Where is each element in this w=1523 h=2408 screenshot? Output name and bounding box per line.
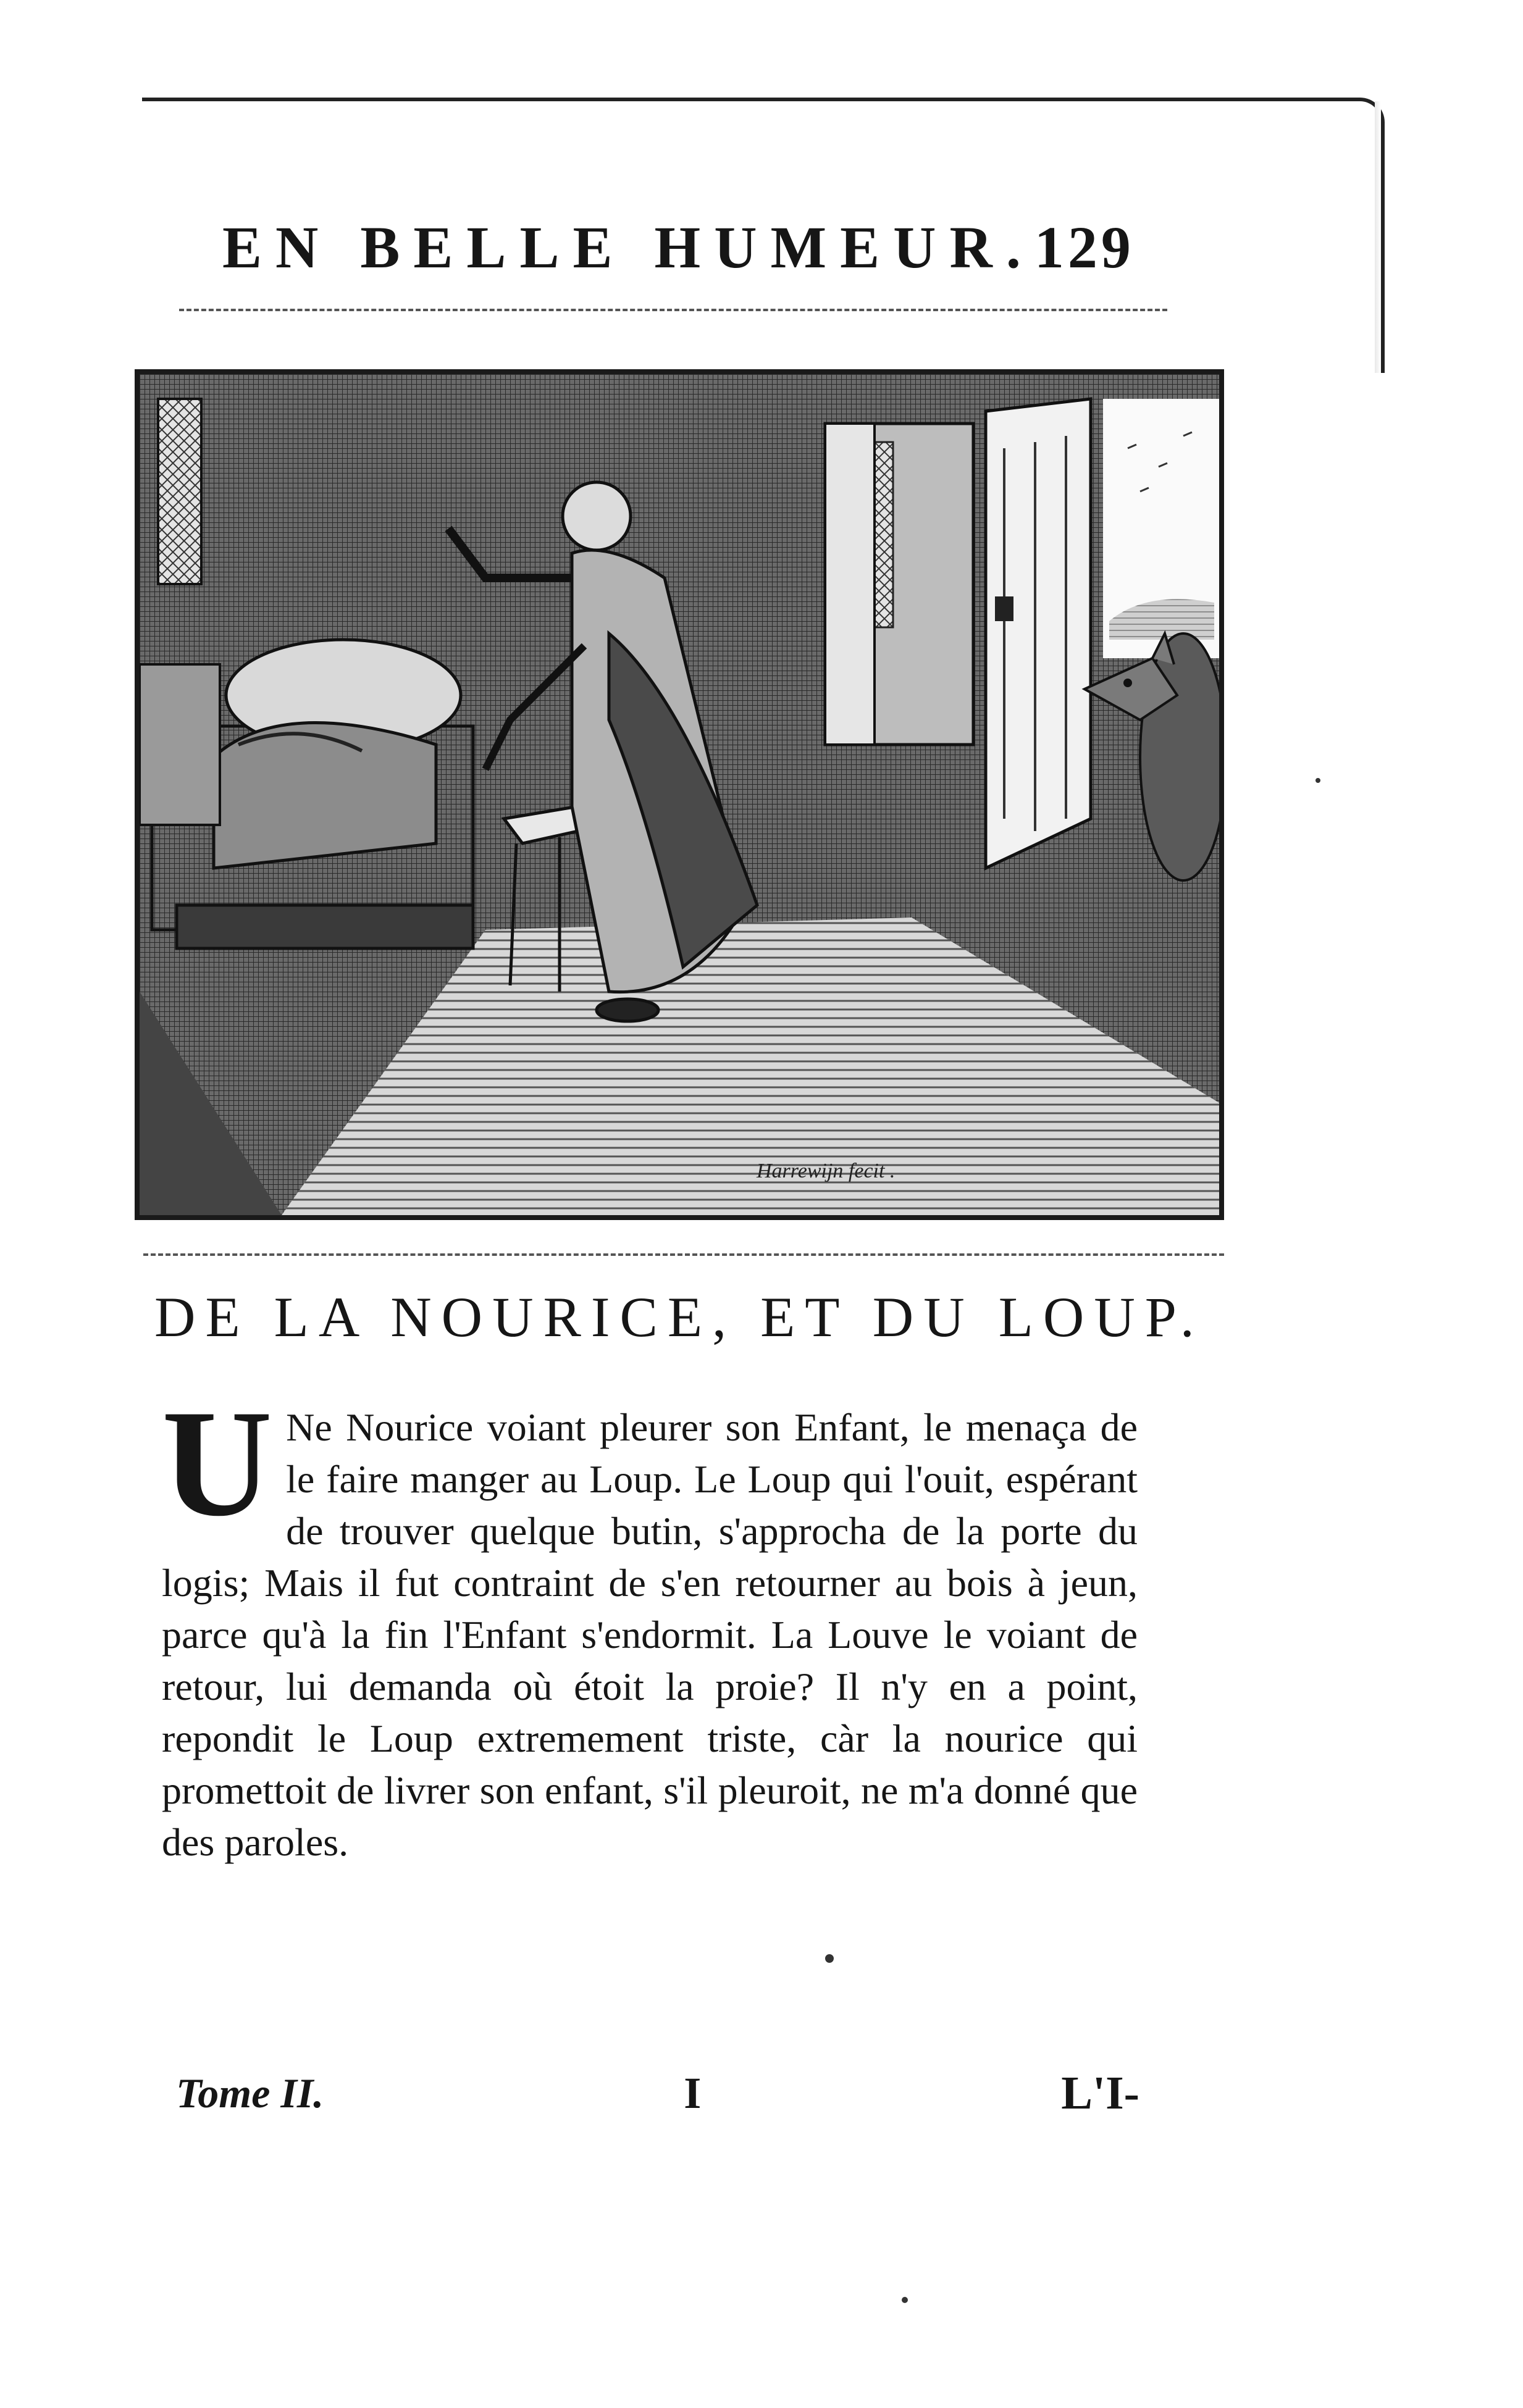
catchword: L'I- [1061, 2067, 1139, 2119]
dropcap: U [162, 1378, 273, 1548]
plate-rule [143, 1253, 1224, 1256]
signature-mark: I [684, 2068, 702, 2118]
ink-speck [1315, 778, 1320, 783]
engraving-plate [135, 369, 1224, 1220]
page-footer [176, 2062, 1139, 2124]
fable-title: DE LA NOURICE, ET DU LOUP. [154, 1286, 1204, 1348]
fable-body [162, 1378, 1138, 1868]
ink-speck [902, 2297, 908, 2303]
running-head [222, 210, 1135, 284]
engraving-illustration [140, 374, 1219, 1215]
open-door [986, 399, 1091, 868]
volume-label: Tome II. [176, 2069, 324, 2117]
window-left [158, 399, 201, 584]
running-title: EN BELLE HUMEUR. [222, 214, 1034, 280]
header-rule [179, 309, 1167, 311]
ink-speck [825, 1954, 834, 1963]
page-number: 129 [1034, 214, 1135, 280]
page-edge-shadow [1375, 101, 1381, 373]
engraver-signature: Harrewijn fecit . [757, 1160, 896, 1182]
fable-text: Ne Nourice voiant pleurer son Enfant, le menaça de le faire manger au Loup. Le Loup qui l'ouit, espérant de trouver quelque butin, s'approcha de la porte du logis; Mais il fut contraint de s'en retourner au bois à jeun, parce qu'à la fin l'Enfant s'endormit. La Louve le voiant de retour, lui demanda où étoit la proie? Il n'y en a point, repondit le Loup extremement triste, càr la nourice qui promettoit de livrer son enfant, s'il pleuroit, ne m'a donné que des paroles. [162, 1405, 1138, 1864]
